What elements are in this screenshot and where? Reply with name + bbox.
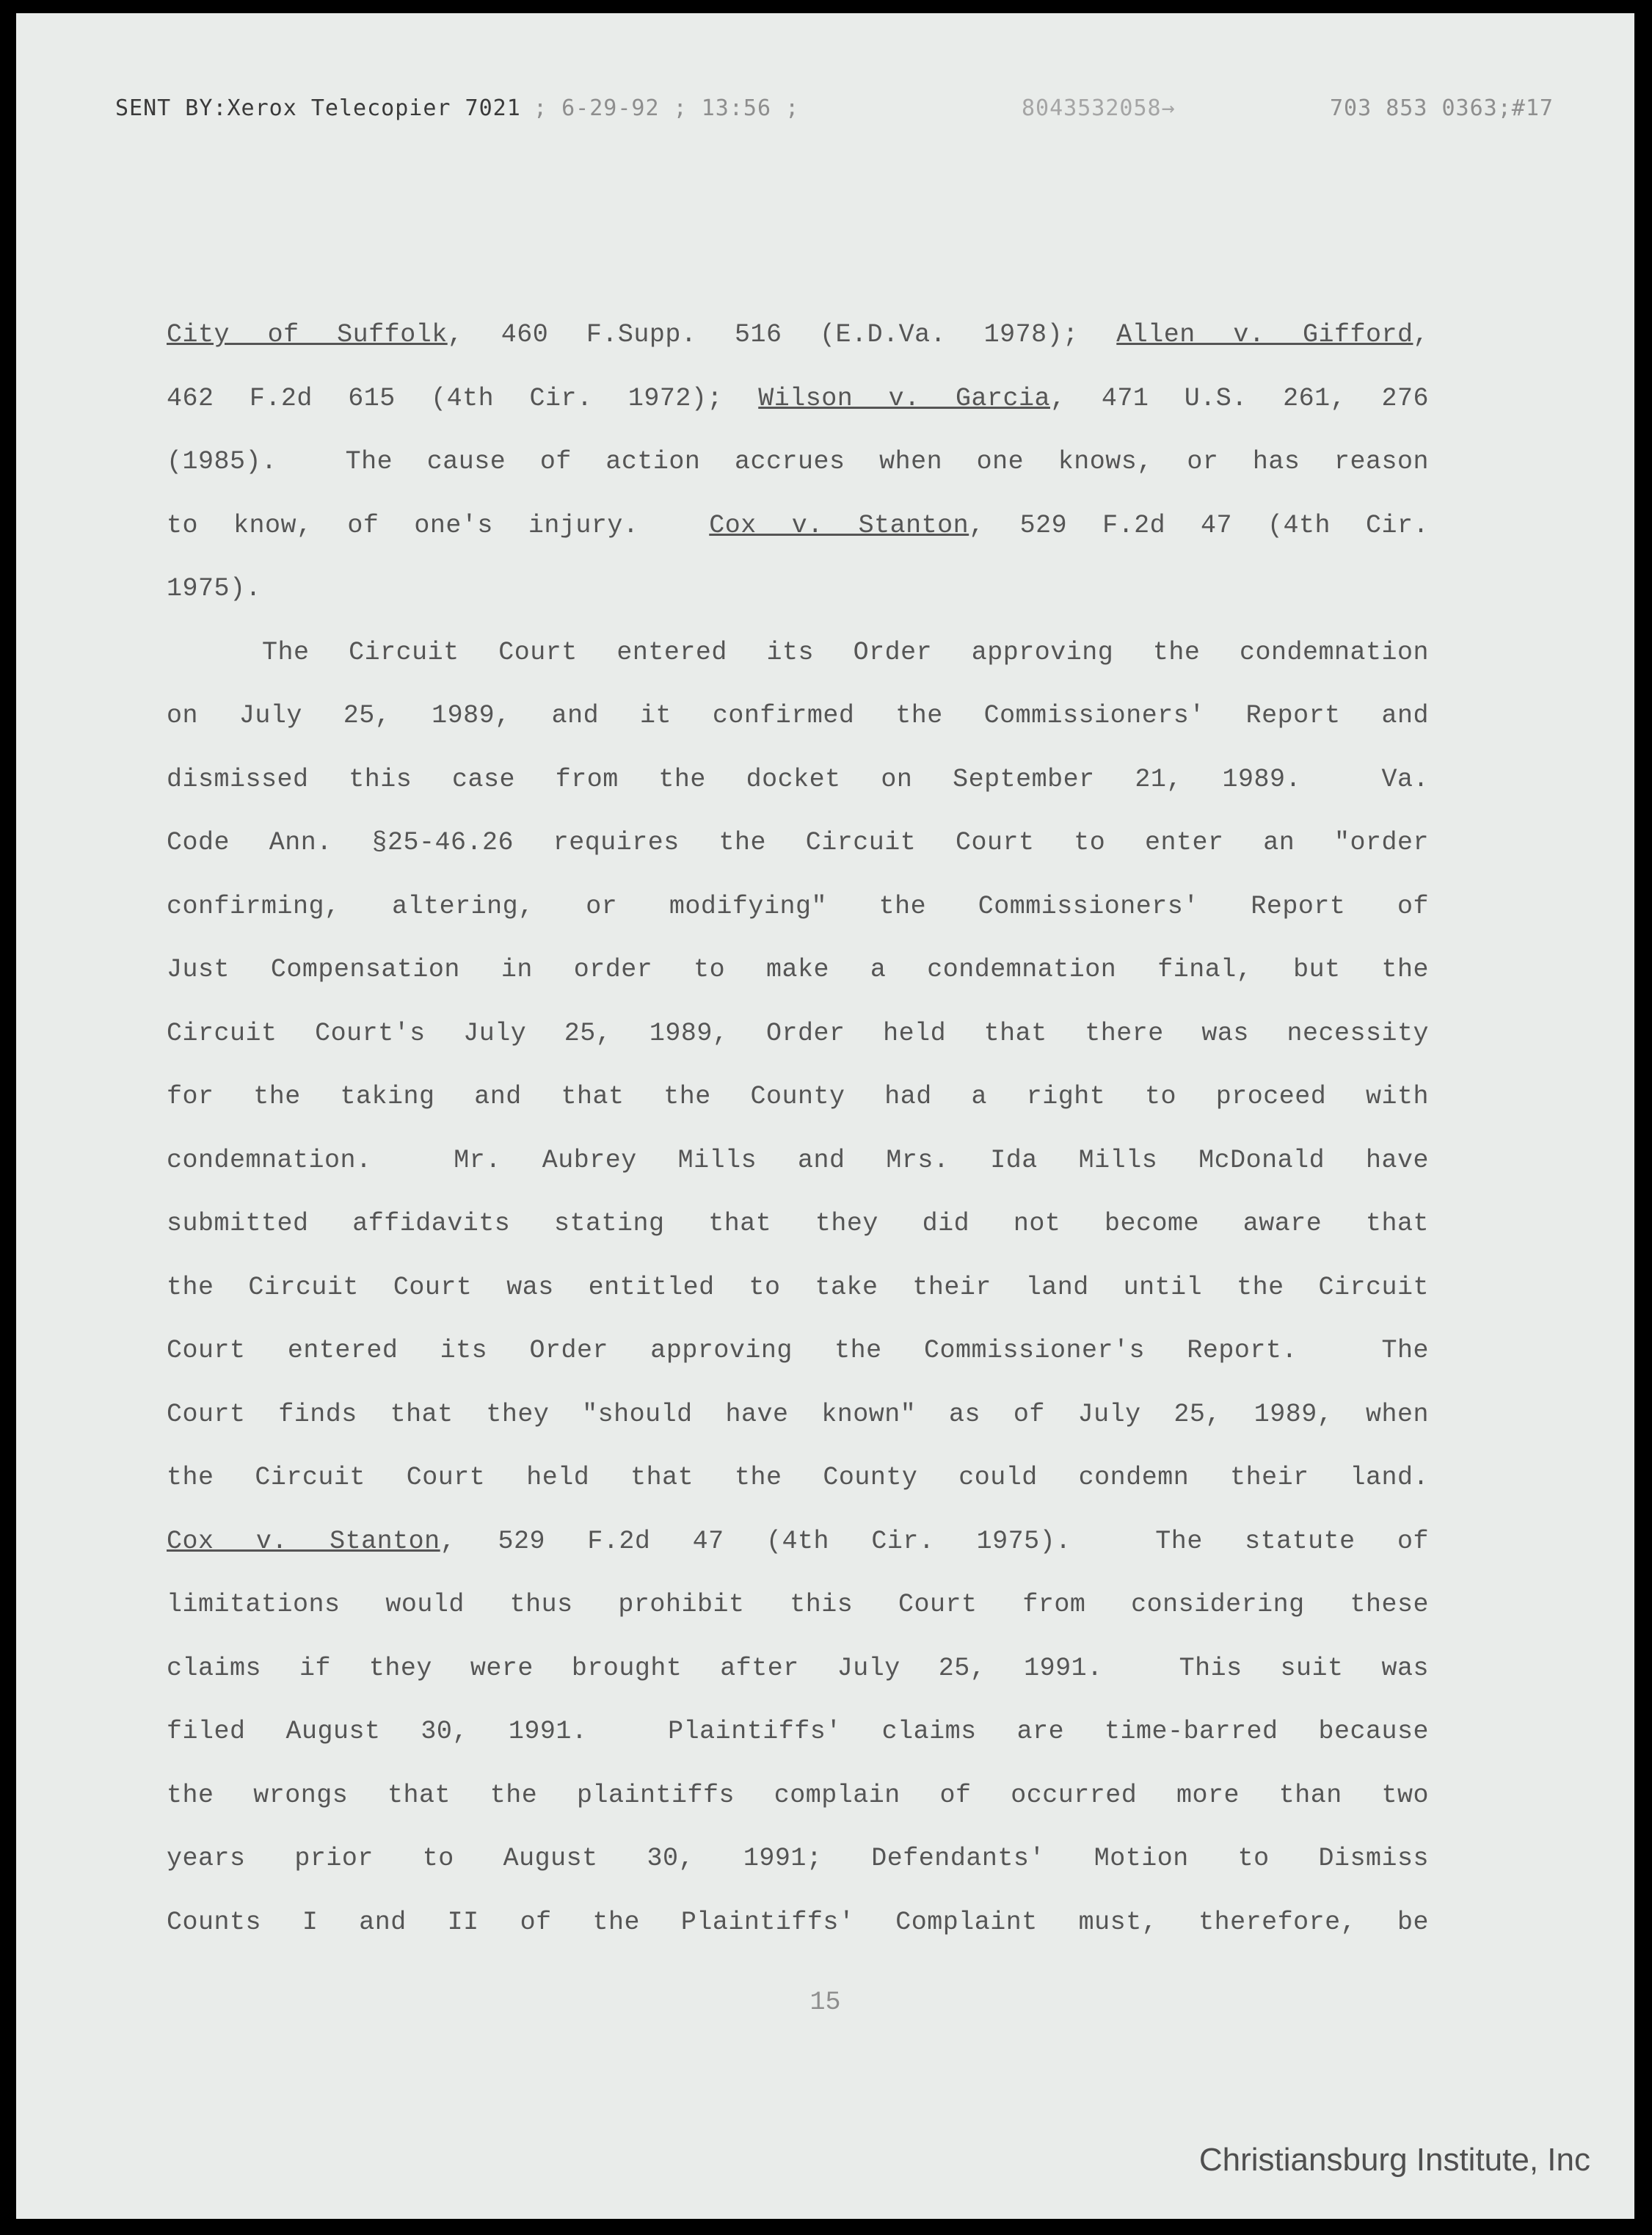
case-citation: City of Suffolk: [167, 320, 448, 349]
text-run: (1985). The cause of action accrues when one knows, or has reason: [167, 447, 1429, 476]
text-line: [167, 303, 1429, 367]
text-run: the wrongs that the plaintiffs complain of occurred more than two: [167, 1780, 1429, 1810]
case-citation: Allen v. Gifford: [1116, 320, 1413, 349]
fax-from-number: 8043532058→: [1022, 95, 1176, 121]
text-line: [167, 1065, 1429, 1129]
text-run: Court finds that they "should have known" as of July 25, 1989, when: [167, 1399, 1429, 1429]
fax-header: [115, 95, 1554, 125]
text-run: The Circuit Court entered its Order approving the condemnation: [262, 637, 1429, 667]
text-line: [167, 367, 1429, 431]
text-run: years prior to August 30, 1991; Defendants' Motion to Dismiss: [167, 1844, 1429, 1873]
text-line: [167, 1891, 1429, 1955]
text-run: filed August 30, 1991. Plaintiffs' claims are time-barred because: [167, 1717, 1429, 1746]
text-run: claims if they were brought after July 25, 1991. This suit was: [167, 1653, 1429, 1683]
case-citation: Cox v. Stanton: [167, 1526, 440, 1556]
text-run: for the taking and that the County had a right to proceed with: [167, 1082, 1429, 1111]
text-run: Counts I and II of the Plaintiffs' Complaint must, therefore, be: [167, 1907, 1429, 1937]
text-run: Circuit Court's July 25, 1989, Order held that there was necessity: [167, 1018, 1429, 1048]
text-line: [167, 1383, 1429, 1447]
body-text: [167, 303, 1429, 1954]
text-line: [167, 1700, 1429, 1764]
fax-sender: SENT BY:Xerox Telecopier 7021: [115, 95, 521, 121]
text-line: [167, 557, 1429, 621]
text-line: [167, 621, 1429, 685]
text-run: , 529 F.2d 47 (4th Cir.: [969, 510, 1429, 540]
text-line: [167, 1573, 1429, 1637]
case-citation: Cox v. Stanton: [709, 510, 969, 540]
text-run: dismissed this case from the docket on September 21, 1989. Va.: [167, 764, 1429, 794]
text-line: [167, 875, 1429, 939]
text-run: submitted affidavits stating that they did not become aware that: [167, 1209, 1429, 1238]
text-run: , 460 F.Supp. 516 (E.D.Va. 1978);: [447, 320, 1117, 349]
text-line: [167, 811, 1429, 875]
text-line: [167, 1129, 1429, 1193]
paragraph-2: [167, 621, 1429, 1955]
text-line: [167, 748, 1429, 812]
text-run: on July 25, 1989, and it confirmed the Commissioners' Report and: [167, 701, 1429, 730]
text-run: confirming, altering, or modifying" the Commissioners' Report of: [167, 891, 1429, 921]
text-run: limitations would thus prohibit this Court from considering these: [167, 1590, 1429, 1619]
text-run: Just Compensation in order to make a condemnation final, but the: [167, 955, 1429, 984]
fax-date-time: ; 6-29-92 ; 13:56 ;: [534, 95, 800, 121]
text-run: Code Ann. §25-46.26 requires the Circuit Court to enter an "order: [167, 828, 1429, 857]
text-run: ,: [1413, 320, 1429, 349]
paragraph-1: [167, 303, 1429, 621]
text-line: [167, 494, 1429, 558]
text-run: , 471 U.S. 261, 276: [1050, 383, 1429, 413]
page-number: 15: [809, 1988, 841, 2017]
text-line: [167, 1827, 1429, 1891]
watermark: Christiansburg Institute, Inc: [1198, 2142, 1590, 2178]
document-page: [16, 13, 1634, 2219]
text-line: [167, 1764, 1429, 1828]
text-line: [167, 1002, 1429, 1066]
text-run: 462 F.2d 615 (4th Cir. 1972);: [167, 383, 759, 413]
text-line: [167, 1256, 1429, 1320]
text-run: , 529 F.2d 47 (4th Cir. 1975). The statute of: [440, 1526, 1429, 1556]
text-run: 1975).: [167, 574, 262, 603]
text-run: condemnation. Mr. Aubrey Mills and Mrs. Ida Mills McDonald have: [167, 1145, 1429, 1175]
text-run: the Circuit Court held that the County could condemn their land.: [167, 1463, 1429, 1492]
fax-to-number-page: 703 853 0363;#17: [1330, 95, 1554, 121]
text-run: Court entered its Order approving the Commissioner's Report. The: [167, 1336, 1429, 1365]
text-line: [167, 684, 1429, 748]
text-line: [167, 1510, 1429, 1574]
text-line: [167, 938, 1429, 1002]
case-citation: Wilson v. Garcia: [758, 383, 1050, 413]
text-line: [167, 1446, 1429, 1510]
text-line: [167, 1319, 1429, 1383]
text-line: [167, 430, 1429, 494]
text-run: the Circuit Court was entitled to take their land until the Circuit: [167, 1272, 1429, 1302]
text-line: [167, 1192, 1429, 1256]
text-line: [167, 1637, 1429, 1701]
text-run: to know, of one's injury.: [167, 510, 710, 540]
